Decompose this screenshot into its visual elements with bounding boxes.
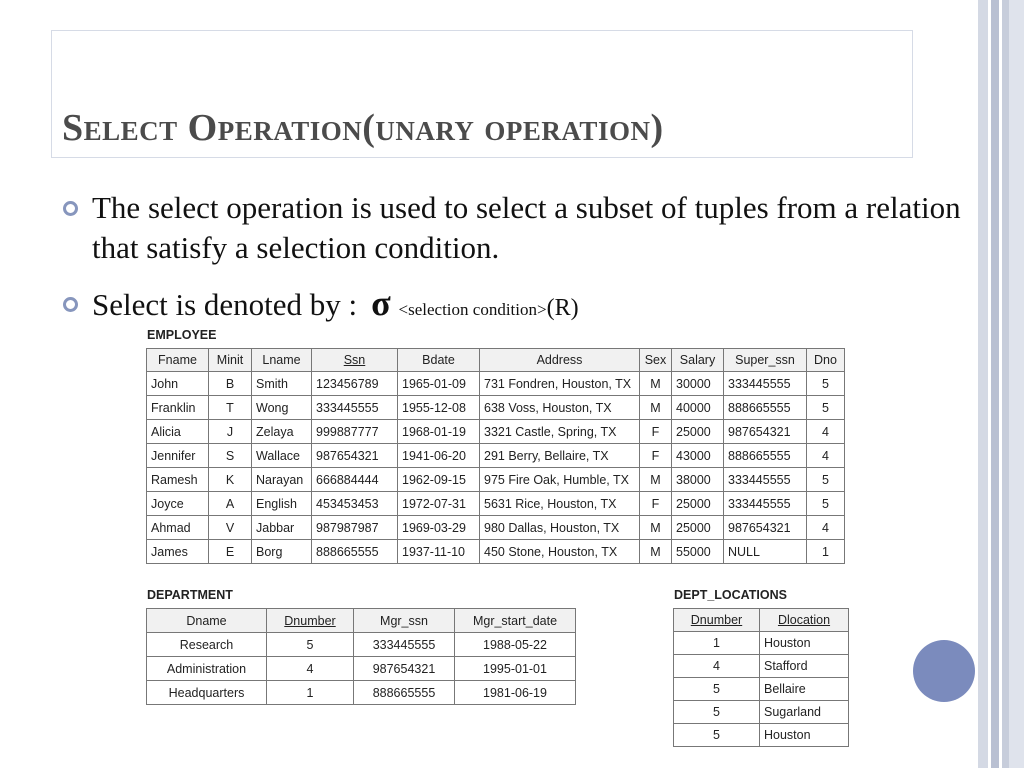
table-cell: Ramesh: [147, 468, 209, 492]
table-cell: 43000: [672, 444, 724, 468]
table-row: [147, 516, 845, 540]
table-cell: 5: [807, 468, 845, 492]
table-cell: Alicia: [147, 420, 209, 444]
column-header: Salary: [672, 349, 724, 372]
table-cell: 975 Fire Oak, Humble, TX: [480, 468, 640, 492]
table-cell: 888665555: [724, 444, 807, 468]
column-header: Lname: [252, 349, 312, 372]
table-row: [674, 724, 849, 747]
column-header: Dlocation: [760, 609, 849, 632]
table-cell: 450 Stone, Houston, TX: [480, 540, 640, 564]
table-row: [147, 633, 576, 657]
table-cell: 1937-11-10: [398, 540, 480, 564]
table-cell: 5: [807, 396, 845, 420]
table-cell: Borg: [252, 540, 312, 564]
column-header: Dno: [807, 349, 845, 372]
table-row: [147, 681, 576, 705]
slide-title: Select Operation(unary operation): [62, 107, 664, 149]
column-header: Super_ssn: [724, 349, 807, 372]
table-row: [147, 492, 845, 516]
table-cell: B: [209, 372, 252, 396]
table-cell: 1941-06-20: [398, 444, 480, 468]
table-cell: 1988-05-22: [455, 633, 576, 657]
table-cell: NULL: [724, 540, 807, 564]
table-cell: Jabbar: [252, 516, 312, 540]
table-cell: Narayan: [252, 468, 312, 492]
table-row: [674, 678, 849, 701]
table-cell: 1972-07-31: [398, 492, 480, 516]
table-cell: 1968-01-19: [398, 420, 480, 444]
table-cell: A: [209, 492, 252, 516]
table-cell: James: [147, 540, 209, 564]
side-stripe: [1009, 0, 1024, 768]
column-header: Dnumber: [674, 609, 760, 632]
table-row: [147, 540, 845, 564]
table-cell: 1: [674, 632, 760, 655]
table-cell: 25000: [672, 420, 724, 444]
table-cell: 888665555: [724, 396, 807, 420]
table-cell: 987654321: [724, 516, 807, 540]
table-cell: 4: [674, 655, 760, 678]
table-cell: J: [209, 420, 252, 444]
column-header: Bdate: [398, 349, 480, 372]
table-cell: 25000: [672, 516, 724, 540]
side-stripe: [991, 0, 999, 768]
column-header: Ssn: [312, 349, 398, 372]
table-cell: 5: [807, 492, 845, 516]
table-cell: 25000: [672, 492, 724, 516]
employee-table: [146, 348, 845, 564]
table-cell: Houston: [760, 632, 849, 655]
table-cell: 1962-09-15: [398, 468, 480, 492]
table-row: [674, 701, 849, 724]
table-cell: 3321 Castle, Spring, TX: [480, 420, 640, 444]
table-cell: 5: [807, 372, 845, 396]
table-cell: 1981-06-19: [455, 681, 576, 705]
table-cell: Bellaire: [760, 678, 849, 701]
table-cell: 291 Berry, Bellaire, TX: [480, 444, 640, 468]
table-cell: 30000: [672, 372, 724, 396]
table-cell: 731 Fondren, Houston, TX: [480, 372, 640, 396]
table-cell: 333445555: [724, 468, 807, 492]
table-cell: K: [209, 468, 252, 492]
table-cell: Franklin: [147, 396, 209, 420]
table-cell: Research: [147, 633, 267, 657]
selection-condition: <selection condition>: [398, 300, 547, 319]
table-cell: 987654321: [724, 420, 807, 444]
table-cell: 333445555: [312, 396, 398, 420]
table-cell: 333445555: [354, 633, 455, 657]
table-cell: 1969-03-29: [398, 516, 480, 540]
table-cell: M: [640, 468, 672, 492]
table-cell: 5: [267, 633, 354, 657]
table-cell: 987654321: [312, 444, 398, 468]
table-cell: Ahmad: [147, 516, 209, 540]
bullet-icon: [63, 201, 78, 216]
table-cell: 4: [807, 444, 845, 468]
table-cell: 666884444: [312, 468, 398, 492]
table-cell: M: [640, 396, 672, 420]
table-cell: 980 Dallas, Houston, TX: [480, 516, 640, 540]
column-header: Mgr_start_date: [455, 609, 576, 633]
table-cell: Stafford: [760, 655, 849, 678]
table-cell: Joyce: [147, 492, 209, 516]
table-cell: 4: [807, 420, 845, 444]
table-cell: English: [252, 492, 312, 516]
table-cell: 888665555: [354, 681, 455, 705]
sigma-symbol: σ: [371, 283, 391, 323]
table-row: [147, 396, 845, 420]
bullet-text-1: The select operation is used to select a subset of tuples from a relation that satisfy a selection condition.: [92, 190, 961, 265]
table-cell: John: [147, 372, 209, 396]
decorative-circle: [913, 640, 975, 702]
table-cell: F: [640, 420, 672, 444]
table-cell: 333445555: [724, 372, 807, 396]
table-cell: Sugarland: [760, 701, 849, 724]
column-header: Sex: [640, 349, 672, 372]
table-cell: M: [640, 540, 672, 564]
table-row: [147, 468, 845, 492]
table-cell: Smith: [252, 372, 312, 396]
column-header: Mgr_ssn: [354, 609, 455, 633]
table-cell: 888665555: [312, 540, 398, 564]
table-row: [147, 372, 845, 396]
table-cell: 1: [267, 681, 354, 705]
table-cell: 4: [807, 516, 845, 540]
relation-arg: (R): [546, 295, 579, 321]
dept-locations-table: [673, 608, 849, 747]
table-cell: 453453453: [312, 492, 398, 516]
department-label: DEPARTMENT: [147, 588, 233, 602]
column-header: Dnumber: [267, 609, 354, 633]
table-cell: 55000: [672, 540, 724, 564]
bullet-icon: [63, 297, 78, 312]
bullet-text-2: Select is denoted by : σ <selection condition>(R): [92, 283, 579, 323]
table-cell: 638 Voss, Houston, TX: [480, 396, 640, 420]
table-row: [674, 632, 849, 655]
dept-locations-label: DEPT_LOCATIONS: [674, 588, 787, 602]
table-cell: 5631 Rice, Houston, TX: [480, 492, 640, 516]
table-cell: F: [640, 492, 672, 516]
side-stripe: [1002, 0, 1009, 768]
table-row: [674, 655, 849, 678]
table-cell: S: [209, 444, 252, 468]
table-cell: E: [209, 540, 252, 564]
table-cell: M: [640, 516, 672, 540]
table-cell: 987987987: [312, 516, 398, 540]
table-cell: Wallace: [252, 444, 312, 468]
column-header: Dname: [147, 609, 267, 633]
table-cell: 5: [674, 701, 760, 724]
table-cell: 987654321: [354, 657, 455, 681]
table-cell: 38000: [672, 468, 724, 492]
table-cell: F: [640, 444, 672, 468]
table-cell: T: [209, 396, 252, 420]
table-cell: 5: [674, 678, 760, 701]
table-cell: M: [640, 372, 672, 396]
table-cell: Wong: [252, 396, 312, 420]
table-cell: Headquarters: [147, 681, 267, 705]
table-cell: 5: [674, 724, 760, 747]
table-cell: 1: [807, 540, 845, 564]
table-cell: 40000: [672, 396, 724, 420]
column-header: Fname: [147, 349, 209, 372]
table-cell: 333445555: [724, 492, 807, 516]
table-row: [147, 657, 576, 681]
table-cell: Administration: [147, 657, 267, 681]
table-cell: V: [209, 516, 252, 540]
column-header: Address: [480, 349, 640, 372]
department-table: [146, 608, 576, 705]
employee-label: EMPLOYEE: [147, 328, 217, 342]
table-cell: 4: [267, 657, 354, 681]
table-cell: Jennifer: [147, 444, 209, 468]
table-cell: 1955-12-08: [398, 396, 480, 420]
table-cell: Zelaya: [252, 420, 312, 444]
table-cell: 123456789: [312, 372, 398, 396]
table-cell: Houston: [760, 724, 849, 747]
column-header: Minit: [209, 349, 252, 372]
table-cell: 1995-01-01: [455, 657, 576, 681]
table-cell: 1965-01-09: [398, 372, 480, 396]
table-cell: 999887777: [312, 420, 398, 444]
table-row: [147, 420, 845, 444]
side-stripe: [978, 0, 988, 768]
table-row: [147, 444, 845, 468]
